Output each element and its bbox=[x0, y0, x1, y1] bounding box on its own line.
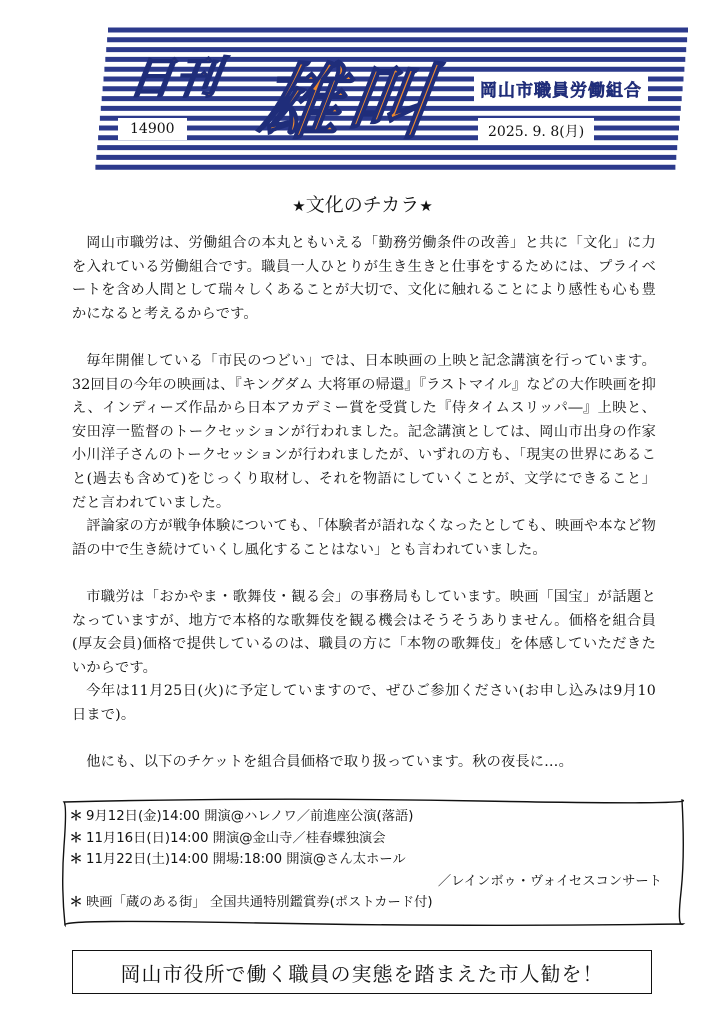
masthead-title-small: 日刊 bbox=[125, 53, 225, 104]
paragraph: 他にも、以下のチケットを組合員価格で取り扱っています。秋の夜長に…。 bbox=[86, 754, 573, 771]
event-item: ＊ 11月22日(土)14:00 開場:18:00 開演@さん太ホール bbox=[66, 849, 676, 871]
star-icon: ★ bbox=[292, 197, 306, 215]
slogan-box: 岡山市役所で働く職員の実態を踏まえた市人勧を！ bbox=[72, 950, 652, 994]
masthead-title-big: 雄叫 bbox=[252, 56, 442, 151]
event-item: ＊ 映画「蔵のある街」 全国共通特別鑑賞券(ポストカード付) bbox=[66, 892, 676, 914]
event-item: ＊ 11月16日(日)14:00 開演@金山寺／桂春蝶独演会 bbox=[66, 828, 676, 850]
paragraph: 今年は11月25日(火)に予定していますので、ぜひご参加ください(お申し込みは9月10日まで)。 bbox=[72, 683, 656, 723]
event-item: ＊ 9月12日(金)14:00 開演@ハレノワ／前進座公演(落語) bbox=[66, 806, 676, 828]
asterisk-icon: ＊ bbox=[69, 852, 83, 867]
article-body bbox=[72, 232, 656, 775]
asterisk-icon: ＊ bbox=[69, 809, 83, 824]
events-list bbox=[66, 806, 676, 914]
issue-number: 14900 bbox=[118, 118, 187, 140]
asterisk-icon: ＊ bbox=[69, 830, 83, 846]
asterisk-icon: ＊ bbox=[69, 895, 83, 910]
masthead bbox=[90, 26, 690, 180]
paragraph: 市職労は「おかやま・歌舞伎・観る会」の事務局もしています。映画「国宝」が話題となっていますが、地方で本格的な歌舞伎を観る機会はそうそうありません。価格を組合員(厚友会員)価格で提供しているのは、職員の方に「本物の歌舞伎」を体感していただきたいからです。 bbox=[72, 588, 656, 676]
article-heading-text: 文化のチカラ bbox=[305, 194, 420, 216]
issue-date: 2025. 9. 8(月) bbox=[478, 118, 594, 144]
paragraph: 毎年開催している「市民のつどい」では、日本映画の上映と記念講演を行っています。32回目の今年の映画は、『キングダム 大将軍の帰還』『ラストマイル』などの大作映画を抑え、インディーズ作品から日本アカデミー賞を受賞した『侍タイムスリッパ―』上映と、安田淳一監督のトークセッションが行われました。記念講演としては、岡山市出身の作家 小川洋子さんのトークセッションが行われましたが、いずれの方も、「現実の世界にあること(過去も含めて)をじっくり取材し、それを物語にしていくことが、文学にできること」だと言われていました。 bbox=[72, 352, 656, 511]
star-icon: ★ bbox=[419, 197, 433, 215]
events-box bbox=[60, 796, 686, 928]
union-name: 岡山市職員労働組合 bbox=[474, 74, 648, 103]
event-item-continuation: ／レインボゥ・ヴォイセスコンサート bbox=[437, 873, 662, 889]
paragraph: 岡山市職労は、労働組合の本丸ともいえる「勤務労働条件の改善」と共に「文化」に力を入れている労働組合です。職員一人ひとりが生き生きと仕事をするためには、プライベートを含め人間として瑞々しくあることが大切で、文化に触れることにより感性も心も豊かになると考えるからです。 bbox=[72, 235, 656, 322]
paragraph: 評論家の方が戦争体験についても、「体験者が語れなくなったとしても、映画や本など物語の中で生き続けていくし風化することはない」とも言われていました。 bbox=[72, 518, 656, 558]
article-heading bbox=[0, 190, 725, 217]
